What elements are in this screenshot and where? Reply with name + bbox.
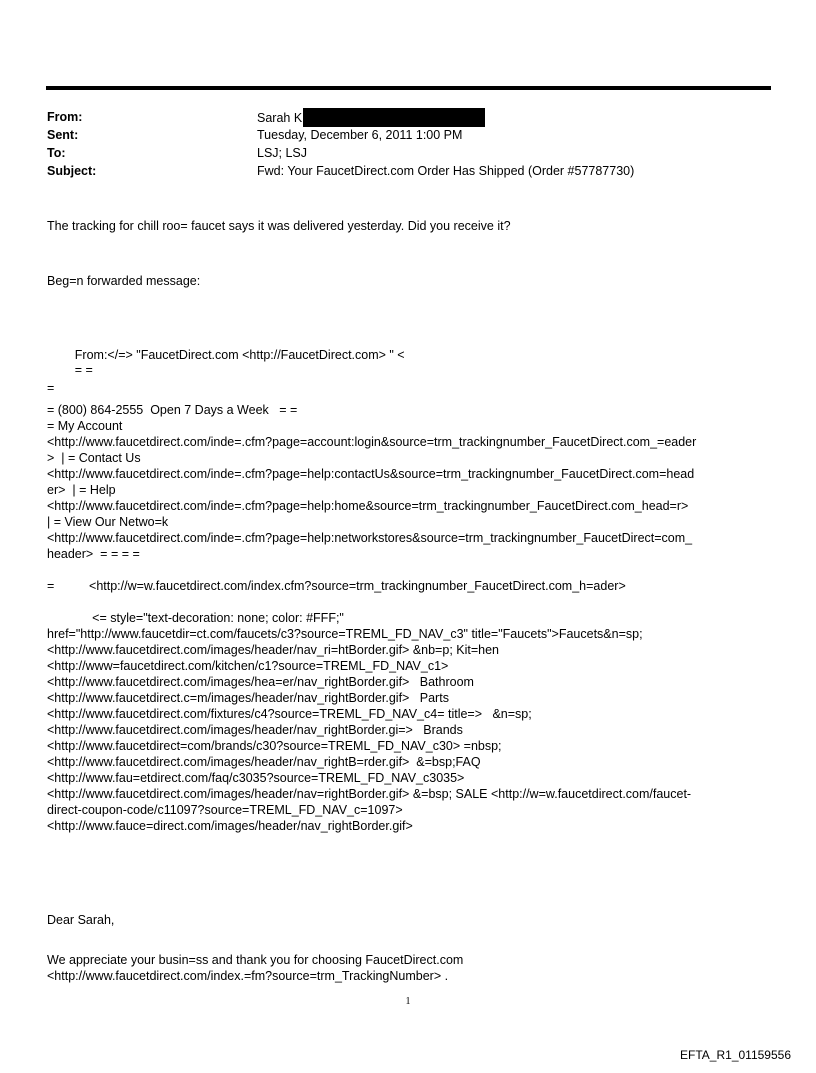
from-name: Sarah K	[257, 111, 303, 125]
page-number: 1	[405, 996, 411, 1007]
message-line-1: The tracking for chill roo= faucet says it was delivered yesterday. Did you receive it?	[47, 219, 511, 233]
subject-label: Subject:	[47, 164, 97, 178]
to-label: To:	[47, 146, 66, 160]
from-row	[47, 108, 767, 126]
greeting: Dear Sarah,	[47, 913, 115, 927]
from-value	[257, 108, 485, 127]
header-rule	[46, 86, 771, 90]
subject-value: Fwd: Your FaucetDirect.com Order Has Shipped (Order #57787730)	[257, 164, 635, 178]
sent-row	[47, 126, 767, 144]
redaction-box	[303, 108, 485, 127]
sent-label: Sent:	[47, 128, 79, 142]
closing-line-1: We appreciate your busin=ss and thank you for choosing FaucetDirect.com	[47, 953, 464, 967]
forwarded-body: = (800) 864-2555 Open 7 Days a Week = = = My Account <http://www.faucetdirect.com/inde=.cfm?page=account:login&source=trm_trackingnumber_FaucetDirect.com_=eader > | = Contact Us <http://www.faucetdirect.com/inde=.cfm?page=help:contactUs&source=trm_trackingnumber_FaucetDirect.com=head er> | = Help <http://www.faucetdirect.com/inde=.cfm?page=help:home&source=trm_trackingnumber_FaucetDirect.com_head=r> | = View Our Netwo=k <http://www.faucetdirect.com/inde=.cfm?page=help:networkstores&source=trm_trackingnumber_FaucetDirect=com_ header> = = = = = <http://w=w.faucetdirect.com/index.cfm?source=trm_trackingnumber_FaucetDirect.com_h=ader> <= style="text-decoration: none; color: #FFF;" href="http://www.faucetdir=ct.com/faucets/c3?source=TREML_FD_NAV_c3" title="Faucets">Faucets&n=sp; <http://www.faucetdirect.com/images/header/nav_ri=htBorder.gif> &nb=p; Kit=hen <http://www=faucetdirect.com/kitchen/c1?source=TREML_FD_NAV_c1> <http://www.faucetdirect.com/images/hea=er/nav_rightBorder.gif> Bathroom <http://www.faucetdirect.c=m/images/header/nav_rightBorder.gif> Parts <http://www.faucetdirect.com/fixtures/c4?source=TREML_FD_NAV_c4= title=> &n=sp; <http://www.faucetdirect.com/images/header/nav_rightBorder.gi=> Brands <http://www.faucetdirect=com/brands/c30?source=TREML_FD_NAV_c30> =nbsp; <http://www.faucetdirect.com/images/header/nav_rightB=rder.gif> &=bsp;FAQ <http://www.fau=etdirect.com/faq/c3035?source=TREML_FD_NAV_c3035> <http://www.faucetdirect.com/images/header/nav=rightBorder.gif> &=bsp; SALE <http://w=w.faucetdirect.com/faucet- direct-coupon-code/c11097?source=TREML_FD_NAV_c=1097> <http://www.fauce=direct.com/images/header/nav_rightBorder.gif>	[47, 403, 697, 833]
to-row	[47, 144, 767, 162]
bates-number: EFTA_R1_01159556	[680, 1048, 791, 1062]
message-line-2: Beg=n forwarded message:	[47, 274, 201, 288]
closing-line-2: <http://www.faucetdirect.com/index.=fm?source=trm_TrackingNumber> .	[47, 969, 449, 983]
subject-row	[47, 162, 767, 180]
to-value: LSJ; LSJ	[257, 146, 308, 160]
sent-value: Tuesday, December 6, 2011 1:00 PM	[257, 128, 463, 142]
from-label: From:	[47, 110, 83, 124]
forwarded-from: From:</=> "FaucetDirect.com <http://FaucetDirect.com> " <	[47, 348, 405, 362]
eq-line: = =	[47, 363, 93, 377]
eq-single: =	[47, 381, 55, 395]
